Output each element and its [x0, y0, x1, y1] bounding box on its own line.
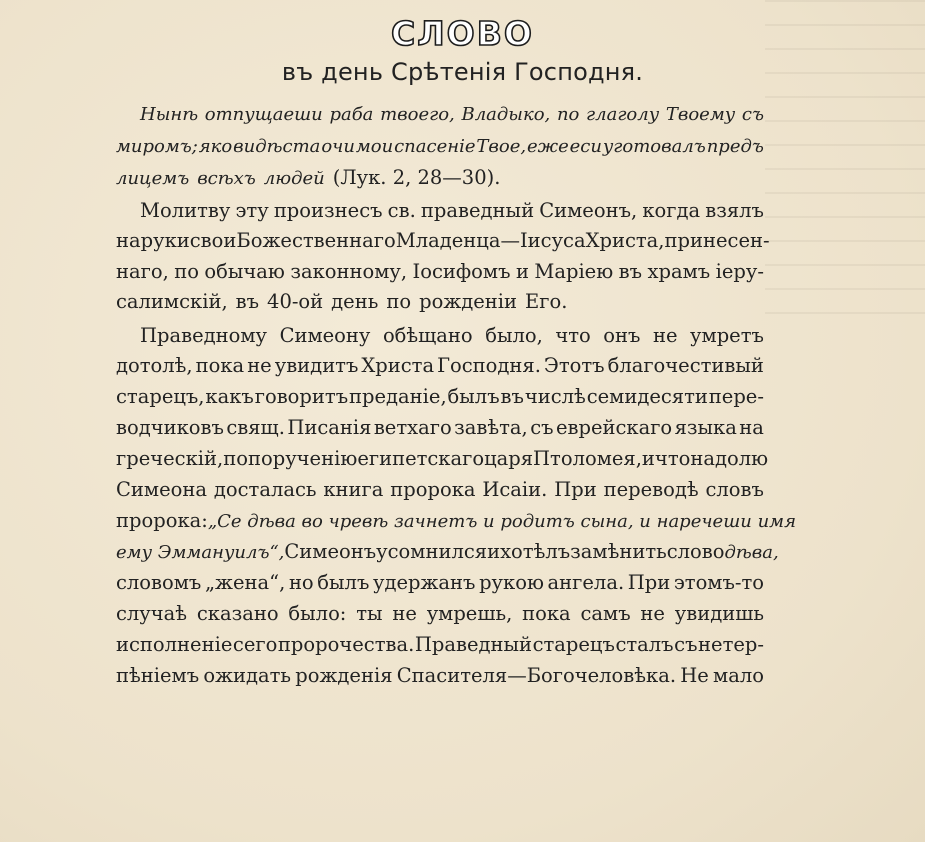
- word: усомнился: [376, 540, 488, 563]
- paragraph-2-line-4: [116, 416, 764, 450]
- word: какъ: [205, 385, 254, 408]
- word: нетер-: [698, 633, 764, 656]
- word: числѣ: [524, 385, 586, 408]
- word: законному,: [290, 260, 408, 283]
- word: еже: [526, 136, 569, 157]
- word: уготовалъ: [602, 136, 706, 157]
- word: благочестивый: [607, 354, 764, 377]
- word: 40-ой: [267, 290, 324, 313]
- word: съ: [674, 633, 698, 656]
- word: по: [386, 290, 412, 313]
- word: Симеонъ,: [539, 199, 638, 222]
- word: пока: [195, 354, 245, 377]
- paragraph-2-line-5: [116, 447, 769, 481]
- word: ветхаго: [373, 416, 452, 439]
- word: людей: [263, 168, 325, 189]
- word: При: [627, 571, 671, 594]
- word: слово: [666, 540, 725, 563]
- word: пророка: [390, 478, 476, 501]
- word: когда: [642, 199, 701, 222]
- word: съ: [530, 416, 554, 439]
- word: переводѣ: [603, 478, 699, 501]
- paragraph-2-line-10: [116, 602, 764, 636]
- word: принесен-: [664, 229, 770, 252]
- word: взялъ: [705, 199, 764, 222]
- word: умрешь,: [426, 602, 513, 625]
- word: случаѣ: [116, 602, 188, 625]
- word: мои: [355, 136, 394, 157]
- word: свои: [189, 229, 237, 252]
- word: и: [487, 540, 501, 563]
- word: съ: [741, 104, 764, 125]
- epigraph-line-3: [116, 166, 764, 200]
- word: удержанъ: [372, 571, 476, 594]
- word: всѣхъ: [197, 168, 256, 189]
- sermon-title: СЛОВО: [391, 14, 534, 53]
- paragraph-2-line-1: [140, 324, 764, 358]
- word: царя: [484, 447, 534, 470]
- word: праведный: [420, 199, 535, 222]
- word: что: [555, 324, 591, 347]
- word: Владыко,: [461, 104, 551, 125]
- word: онъ: [603, 324, 641, 347]
- word: Птоломея,: [533, 447, 642, 470]
- word: спасеніе: [394, 136, 476, 157]
- word: видѣста: [233, 136, 321, 157]
- word: ангела.: [547, 571, 625, 594]
- word: Маріею: [534, 260, 614, 283]
- word: книга: [323, 478, 384, 501]
- word: обычаю: [204, 260, 285, 283]
- word: салимскій,: [116, 290, 228, 313]
- paragraph-1-line-4: [116, 290, 764, 324]
- word: пророчества.: [277, 633, 415, 656]
- word: водчиковъ: [116, 416, 224, 439]
- word: При: [554, 478, 597, 501]
- word: увидишь: [674, 602, 764, 625]
- word: сего: [232, 633, 278, 656]
- word: Спасителя—Богочеловѣка.: [396, 664, 677, 687]
- word: Этотъ: [543, 354, 605, 377]
- word: еврейскаго: [555, 416, 673, 439]
- word: не: [392, 602, 417, 625]
- word: храмъ: [647, 260, 711, 283]
- word: на: [739, 416, 764, 439]
- epigraph-line-1: [140, 104, 764, 138]
- word: ожидать: [203, 664, 292, 687]
- word: Христа: [361, 354, 435, 377]
- word: пока: [522, 602, 571, 625]
- word: но: [288, 571, 314, 594]
- word: сказано: [196, 602, 279, 625]
- word: эту: [235, 199, 269, 222]
- word: Его.: [525, 290, 568, 313]
- isaiah-quotation: „Се дѣва во чревѣ зачнетъ и родитъ сына, и наречеши имя: [207, 511, 797, 532]
- word: наго,: [116, 260, 169, 283]
- word: дотолѣ,: [116, 354, 193, 377]
- word: лицемъ: [116, 168, 190, 189]
- word: въ: [618, 260, 643, 283]
- paragraph-2-line-2: [116, 354, 764, 388]
- word: въ: [500, 385, 524, 408]
- word: не: [640, 602, 665, 625]
- paragraph-2-line-12: [116, 664, 764, 698]
- word: рукою: [479, 571, 544, 594]
- word: рожденіи: [419, 290, 518, 313]
- word: рожденія: [295, 664, 393, 687]
- word: Исаіи.: [482, 478, 548, 501]
- word: замѣнить: [570, 540, 667, 563]
- word: руки: [140, 229, 190, 252]
- word: Младенца—Іисуса: [395, 229, 586, 252]
- word: очи: [321, 136, 355, 157]
- paragraph-2-line-6: [116, 478, 764, 512]
- word: пророка:: [116, 509, 208, 532]
- word: по: [556, 104, 580, 125]
- sermon-subtitle: въ день Срѣтенія Господня.: [281, 58, 644, 86]
- word: Твоему: [665, 104, 736, 125]
- word: на: [116, 229, 141, 252]
- word: отпущаеши: [204, 104, 323, 125]
- word: завѣта,: [454, 416, 528, 439]
- word: словъ: [705, 478, 764, 501]
- word: Молитву: [140, 199, 231, 222]
- word: старецъ: [532, 633, 615, 656]
- epigraph-line-2: [116, 136, 764, 170]
- word: говоритъ: [254, 385, 349, 408]
- word: Праведному: [140, 324, 268, 347]
- paragraph-2-line-9: [116, 571, 764, 605]
- word: увидитъ: [274, 354, 359, 377]
- paragraph-1-line-3: [116, 260, 764, 294]
- word: Нынѣ: [140, 104, 199, 125]
- word: обѣщано: [382, 324, 473, 347]
- word: по: [223, 447, 248, 470]
- word: іеру-: [715, 260, 764, 283]
- paragraph-2-line-3: [116, 385, 764, 419]
- word: преданіе,: [349, 385, 447, 408]
- word: Іосифомъ: [412, 260, 511, 283]
- word: Не: [680, 664, 709, 687]
- word: долю: [714, 447, 769, 470]
- word: семидесяти: [586, 385, 708, 408]
- word: Господня.: [437, 354, 541, 377]
- word: былъ: [447, 385, 500, 408]
- word: свящ.: [226, 416, 285, 439]
- word: самъ: [580, 602, 631, 625]
- word: и: [641, 447, 655, 470]
- word: въ: [235, 290, 260, 313]
- paragraph-1-line-2: [116, 229, 770, 263]
- word: Писанія: [287, 416, 372, 439]
- paragraph-1-line-1: [140, 199, 764, 233]
- word: порученію: [247, 447, 358, 470]
- word: языка: [674, 416, 737, 439]
- word: былъ: [317, 571, 370, 594]
- paragraph-2-line-11: [116, 633, 764, 667]
- word: было:: [288, 602, 347, 625]
- word: не: [652, 324, 678, 347]
- word: по: [174, 260, 199, 283]
- word: еси: [569, 136, 602, 157]
- word: предъ: [706, 136, 764, 157]
- word: Праведный: [414, 633, 533, 656]
- word: ему Эммануилъ“,: [116, 542, 285, 563]
- word: Симеону: [279, 324, 371, 347]
- word: Симеона: [116, 478, 207, 501]
- word: хотѣлъ: [500, 540, 571, 563]
- word: не: [247, 354, 272, 377]
- word: Симеонъ: [284, 540, 377, 563]
- word: день: [331, 290, 379, 313]
- word: египетскаго: [357, 447, 485, 470]
- word: твоего,: [380, 104, 455, 125]
- paragraph-2-line-8: [116, 540, 779, 574]
- word: умретъ: [690, 324, 764, 347]
- word: Твое,: [476, 136, 527, 157]
- word: греческій,: [116, 447, 224, 470]
- word: сталъ: [615, 633, 674, 656]
- word: глаголу: [586, 104, 660, 125]
- word: пере-: [708, 385, 764, 408]
- word: „жена“,: [204, 571, 286, 594]
- word: ты: [356, 602, 383, 625]
- word: раба: [329, 104, 374, 125]
- word: пѣніемъ: [116, 664, 200, 687]
- paragraph-2-line-7: [116, 509, 797, 543]
- word: этомъ-то: [673, 571, 764, 594]
- word: мало: [713, 664, 764, 687]
- word: св.: [387, 199, 416, 222]
- word: было,: [485, 324, 543, 347]
- word: произнесъ: [273, 199, 383, 222]
- word: яко: [198, 136, 233, 157]
- word: Божественнаго: [236, 229, 396, 252]
- word: исполненіе: [116, 633, 233, 656]
- word: и: [515, 260, 529, 283]
- word: словомъ: [116, 571, 202, 594]
- word: Христа,: [585, 229, 665, 252]
- scripture-reference: (Лук. 2, 28—30).: [332, 166, 501, 189]
- word: дѣва,: [724, 542, 779, 563]
- word: на: [690, 447, 715, 470]
- word: старецъ,: [116, 385, 205, 408]
- word: досталась: [213, 478, 317, 501]
- word: миромъ;: [116, 136, 198, 157]
- word: что: [654, 447, 691, 470]
